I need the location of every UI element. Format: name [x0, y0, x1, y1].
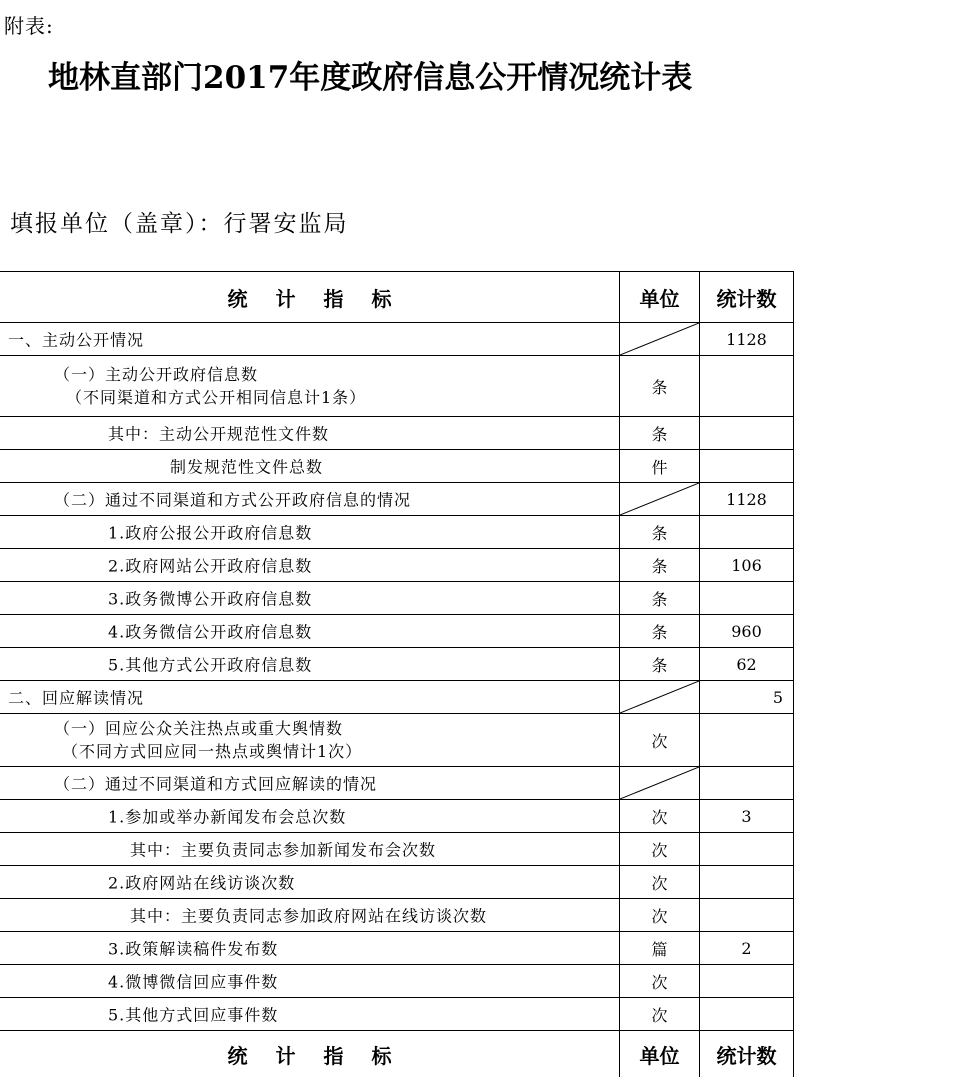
count-cell [700, 549, 793, 581]
unit-label: 篇 [651, 939, 668, 959]
unit-label: 次 [651, 840, 668, 860]
unit-cell [620, 714, 700, 766]
header-char: 指 [323, 286, 344, 311]
footer-header-indicator [0, 1031, 620, 1077]
unit-cell [620, 899, 700, 931]
unit-label: 次 [651, 1005, 668, 1025]
unit-cell [620, 932, 700, 964]
header-char: 标 [371, 286, 392, 311]
table-row [0, 417, 793, 450]
unit-cell [620, 323, 700, 355]
header-char: 统 [227, 1043, 248, 1068]
indicator-label: 其中：主动公开规范性文件数 [108, 424, 330, 444]
count-value: 62 [736, 654, 757, 674]
unit-cell [620, 483, 700, 515]
count-value: 1128 [726, 329, 767, 349]
unit-label: 条 [651, 377, 668, 397]
unit-cell [620, 866, 700, 898]
unit-label: 条 [651, 655, 668, 675]
table-row [0, 450, 793, 483]
unit-label: 条 [651, 589, 668, 609]
unit-cell [620, 998, 700, 1030]
indicator-cell [0, 932, 620, 964]
count-cell [700, 932, 793, 964]
count-cell [700, 356, 793, 416]
indicator-cell [0, 582, 620, 614]
indicator-label: 4.政务微信公开政府信息数 [108, 622, 313, 642]
footer-header-unit: 单位 [620, 1031, 700, 1077]
indicator-cell [0, 714, 620, 766]
table-row [0, 998, 793, 1031]
table-row [0, 681, 793, 714]
indicator-label: 5.其他方式公开政府信息数 [108, 655, 313, 675]
indicator-note: （不同渠道和方式公开相同信息计1条） [66, 388, 367, 407]
indicator-label: （二）通过不同渠道和方式公开政府信息的情况 [54, 490, 412, 510]
table-row [0, 714, 793, 767]
indicator-cell [0, 833, 620, 865]
table-row [0, 483, 793, 516]
header-indicator [0, 272, 620, 322]
count-cell [700, 417, 793, 449]
unit-label: 条 [651, 523, 668, 543]
indicator-label: 4.微博微信回应事件数 [108, 972, 279, 992]
table-row [0, 932, 793, 965]
count-value: 2 [741, 938, 752, 958]
table-row [0, 899, 793, 932]
table-row [0, 767, 793, 800]
unit-label: 次 [651, 873, 668, 893]
count-cell [700, 833, 793, 865]
count-cell [700, 615, 793, 647]
indicator-cell [0, 998, 620, 1030]
table-row [0, 800, 793, 833]
unit-label: 次 [651, 906, 668, 926]
unit-label: 次 [651, 807, 668, 827]
count-cell [700, 767, 793, 799]
indicator-label: 其中：主要负责同志参加新闻发布会次数 [130, 840, 437, 860]
header-char: 计 [275, 1043, 296, 1068]
diagonal-slash [620, 767, 699, 799]
table-row [0, 356, 793, 417]
table-row [0, 866, 793, 899]
indicator-label: 1.参加或举办新闻发布会总次数 [108, 807, 347, 827]
attachment-label: 附表: [4, 14, 54, 38]
indicator-label: （一）主动公开政府信息数 [54, 365, 259, 384]
indicator-label: 二、回应解读情况 [8, 688, 145, 708]
table-footer-header-row [0, 1031, 793, 1077]
unit-cell [620, 767, 700, 799]
indicator-note: （不同方式回应同一热点或舆情计1次） [62, 742, 363, 761]
indicator-label: 3.政务微博公开政府信息数 [108, 589, 313, 609]
count-value: 5 [772, 687, 783, 707]
indicator-cell [0, 681, 620, 713]
table-row [0, 833, 793, 866]
count-cell [700, 681, 793, 713]
unit-cell [620, 800, 700, 832]
unit-cell [620, 417, 700, 449]
count-cell [700, 965, 793, 997]
indicator-cell [0, 323, 620, 355]
header-count: 统计数 [716, 286, 777, 311]
unit-cell [620, 582, 700, 614]
unit-label: 件 [651, 457, 668, 477]
unit-label: 次 [651, 731, 668, 751]
count-cell [700, 899, 793, 931]
indicator-cell [0, 516, 620, 548]
unit-cell [620, 549, 700, 581]
count-cell [700, 714, 793, 766]
unit-cell [620, 450, 700, 482]
count-cell [700, 516, 793, 548]
indicator-cell [0, 648, 620, 680]
table-row [0, 648, 793, 681]
unit-label: 条 [651, 556, 668, 576]
unit-cell [620, 516, 700, 548]
header-char: 标 [371, 1043, 392, 1068]
diagonal-slash [620, 483, 699, 515]
count-cell [700, 866, 793, 898]
table-row [0, 582, 793, 615]
header-char: 计 [275, 286, 296, 311]
header-char: 指 [323, 1043, 344, 1068]
unit-label: 条 [651, 424, 668, 444]
table-row [0, 965, 793, 998]
unit-label: 条 [651, 622, 668, 642]
diagonal-slash [620, 323, 699, 355]
count-value: 960 [731, 621, 762, 641]
statistics-table [0, 271, 794, 1077]
indicator-cell [0, 356, 620, 416]
count-value: 3 [741, 806, 752, 826]
count-value: 1128 [726, 489, 767, 509]
unit-label: 次 [651, 972, 668, 992]
count-cell [700, 323, 793, 355]
table-row [0, 549, 793, 582]
indicator-cell [0, 800, 620, 832]
indicator-label: 2.政府网站公开政府信息数 [108, 556, 313, 576]
indicator-label: 2.政府网站在线访谈次数 [108, 873, 296, 893]
indicator-cell [0, 615, 620, 647]
indicator-cell [0, 866, 620, 898]
indicator-cell [0, 549, 620, 581]
reporting-unit: 填报单位（盖章）：行署安监局 [10, 211, 349, 237]
count-cell [700, 800, 793, 832]
indicator-label: 3.政策解读稿件发布数 [108, 939, 279, 959]
diagonal-slash [620, 681, 699, 713]
unit-cell [620, 356, 700, 416]
count-cell [700, 450, 793, 482]
indicator-label: 一、主动公开情况 [8, 330, 145, 350]
indicator-label: 制发规范性文件总数 [170, 457, 324, 477]
indicator-label: （二）通过不同渠道和方式回应解读的情况 [54, 774, 378, 794]
unit-cell [620, 615, 700, 647]
count-value: 106 [731, 555, 762, 575]
page-title: 地林直部门2017年度政府信息公开情况统计表 [48, 60, 693, 96]
unit-cell [620, 681, 700, 713]
count-cell [700, 483, 793, 515]
indicator-cell [0, 767, 620, 799]
footer-header-count: 统计数 [716, 1043, 777, 1068]
indicator-label: 5.其他方式回应事件数 [108, 1005, 279, 1025]
indicator-cell [0, 450, 620, 482]
table-row [0, 615, 793, 648]
unit-cell [620, 648, 700, 680]
table-row [0, 516, 793, 549]
count-cell [700, 998, 793, 1030]
header-unit: 单位 [620, 272, 700, 322]
count-cell [700, 582, 793, 614]
unit-cell [620, 965, 700, 997]
indicator-cell [0, 965, 620, 997]
count-cell [700, 648, 793, 680]
indicator-label: 其中：主要负责同志参加政府网站在线访谈次数 [130, 906, 488, 926]
header-char: 统 [227, 286, 248, 311]
indicator-cell [0, 899, 620, 931]
indicator-label: 1.政府公报公开政府信息数 [108, 523, 313, 543]
table-header-row [0, 272, 793, 323]
table-row [0, 323, 793, 356]
indicator-cell [0, 483, 620, 515]
unit-cell [620, 833, 700, 865]
indicator-cell [0, 417, 620, 449]
indicator-label: （一）回应公众关注热点或重大舆情数 [54, 719, 344, 738]
